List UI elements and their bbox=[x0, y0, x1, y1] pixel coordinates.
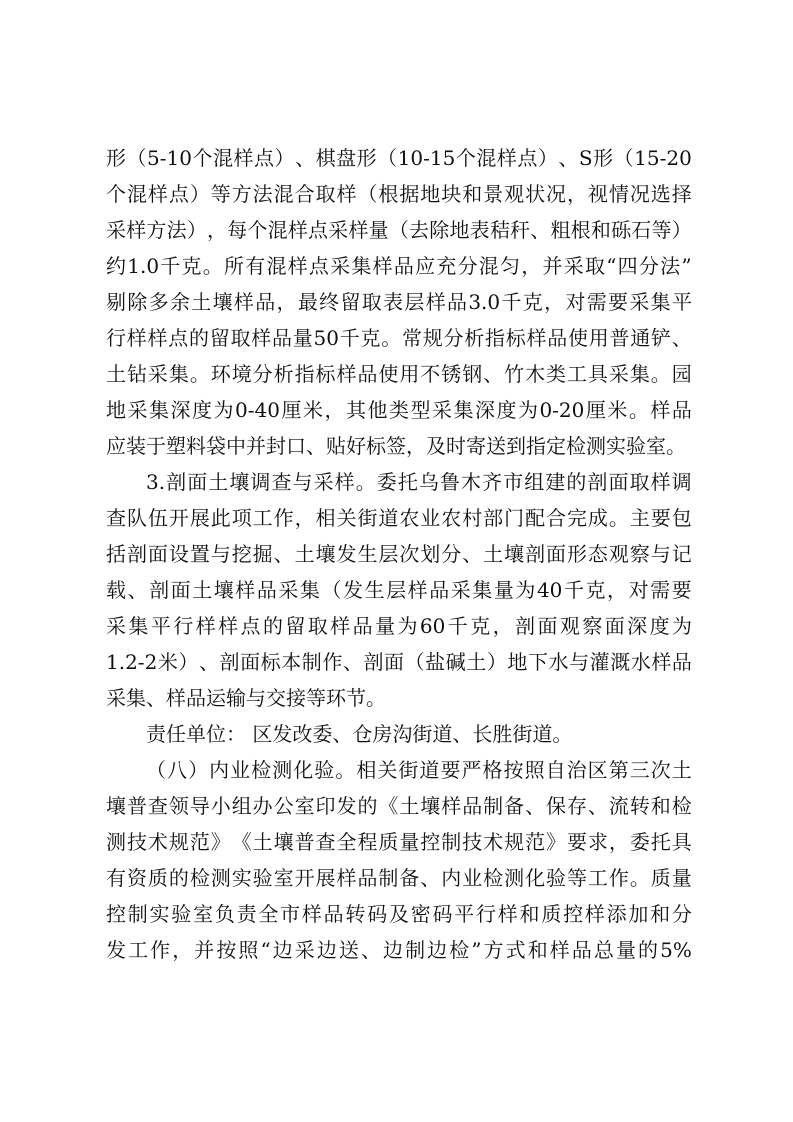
text-line: 个 混 样 点 ） 等 方 法 混 合 取 样 （ 根 据 地 块 和 景 观 状 况 ， 视 情 况 选 择 bbox=[106, 182, 692, 206]
text-line: 查 队 伍 开 展 此 项 工 作 ， 相 关 街 道 农 业 农 村 部 门 配 合 完 成 。 主 要 包 bbox=[106, 506, 692, 530]
text-line: 控 制 实 验 室 负 责 全 市 样 品 转 码 及 密 码 平 行 样 和 质 控 样 添 加 和 分 bbox=[106, 902, 692, 926]
text-line: 采集、样品运输与交接等环节。 bbox=[106, 686, 386, 710]
text-line: 壤 普 查 领 导 小 组 办 公 室 印 发 的 《 土 壤 样 品 制 备 、 保 存 、 流 转 和 检 bbox=[106, 794, 692, 818]
text-line: 测 技 术 规 范 》 《 土 壤 普 查 全 程 质 量 控 制 技 术 规 范 》 要 求 ， 委 托 具 bbox=[106, 830, 692, 854]
text-line: 约 1.0 千 克 。 所 有 混 样 点 采 集 样 品 应 充 分 混 匀 ， 并 采 取 “ 四 分 法 ” bbox=[106, 254, 692, 278]
text-line: 应装于塑料袋中并封口、贴好标签，及时寄送到指定检测实验室。 bbox=[106, 434, 686, 458]
text-line: 发 工 作 ， 并 按 照 “ 边 采 边 送 、 边 制 边 检 ” 方 式 和 样 品 总 量 的 5% bbox=[106, 938, 692, 962]
text-line: 土 钻 采 集 。 环 境 分 析 指 标 样 品 使 用 不 锈 钢 、 竹 木 类 工 具 采 集 。 园 bbox=[106, 362, 692, 386]
text-line: 地 采 集 深 度 为 0-40 厘 米 ， 其 他 类 型 采 集 深 度 为 0-20 厘 米 。 样 品 bbox=[106, 398, 692, 422]
text-line: 3. 剖 面 土 壤 调 查 与 采 样 。 委 托 乌 鲁 木 齐 市 组 建 的 剖 面 取 样 调 bbox=[146, 470, 692, 494]
body-text bbox=[106, 140, 692, 968]
text-line: （ 八 ） 内 业 检 测 化 验 。 相 关 街 道 要 严 格 按 照 自 治 区 第 三 次 土 bbox=[146, 758, 692, 782]
text-line: 采 集 平 行 样 样 点 的 留 取 样 品 量 为 60 千 克 ， 剖 面 观 察 面 深 度 为 bbox=[106, 614, 692, 638]
text-line: 有 资 质 的 检 测 实 验 室 开 展 样 品 制 备 、 内 业 检 测 化 验 等 工 作 。 质 量 bbox=[106, 866, 692, 890]
text-line: 载 、 剖 面 土 壤 样 品 采 集 （ 发 生 层 样 品 采 集 量 为 40 千 克 ， 对 需 要 bbox=[106, 578, 692, 602]
text-line: 1.2-2 米 ） 、 剖 面 标 本 制 作 、 剖 面 （ 盐 碱 土 ） 地 下 水 与 灌 溉 水 样 品 bbox=[106, 650, 692, 674]
text-line: 采 样 方 法 ） ， 每 个 混 样 点 采 样 量 （ 去 除 地 表 秸 秆 、 粗 根 和 砾 石 等 ） bbox=[106, 218, 692, 242]
text-line: 行 样 样 点 的 留 取 样 品 量 50 千 克 。 常 规 分 析 指 标 样 品 使 用 普 通 铲 、 bbox=[106, 326, 692, 350]
text-line: 责任单位： 区发改委、仓房沟街道、长胜街道。 bbox=[146, 722, 573, 746]
text-line: 形 （ 5-10 个 混 样 点 ） 、 棋 盘 形 （ 10-15 个 混 样 点 ） 、 S 形 （ 15-20 bbox=[106, 146, 692, 170]
text-line: 剔 除 多 余 土 壤 样 品 ， 最 终 留 取 表 层 样 品 3.0 千 克 ， 对 需 要 采 集 平 bbox=[106, 290, 692, 314]
text-line: 括 剖 面 设 置 与 挖 掘 、 土 壤 发 生 层 次 划 分 、 土 壤 剖 面 形 态 观 察 与 记 bbox=[106, 542, 692, 566]
